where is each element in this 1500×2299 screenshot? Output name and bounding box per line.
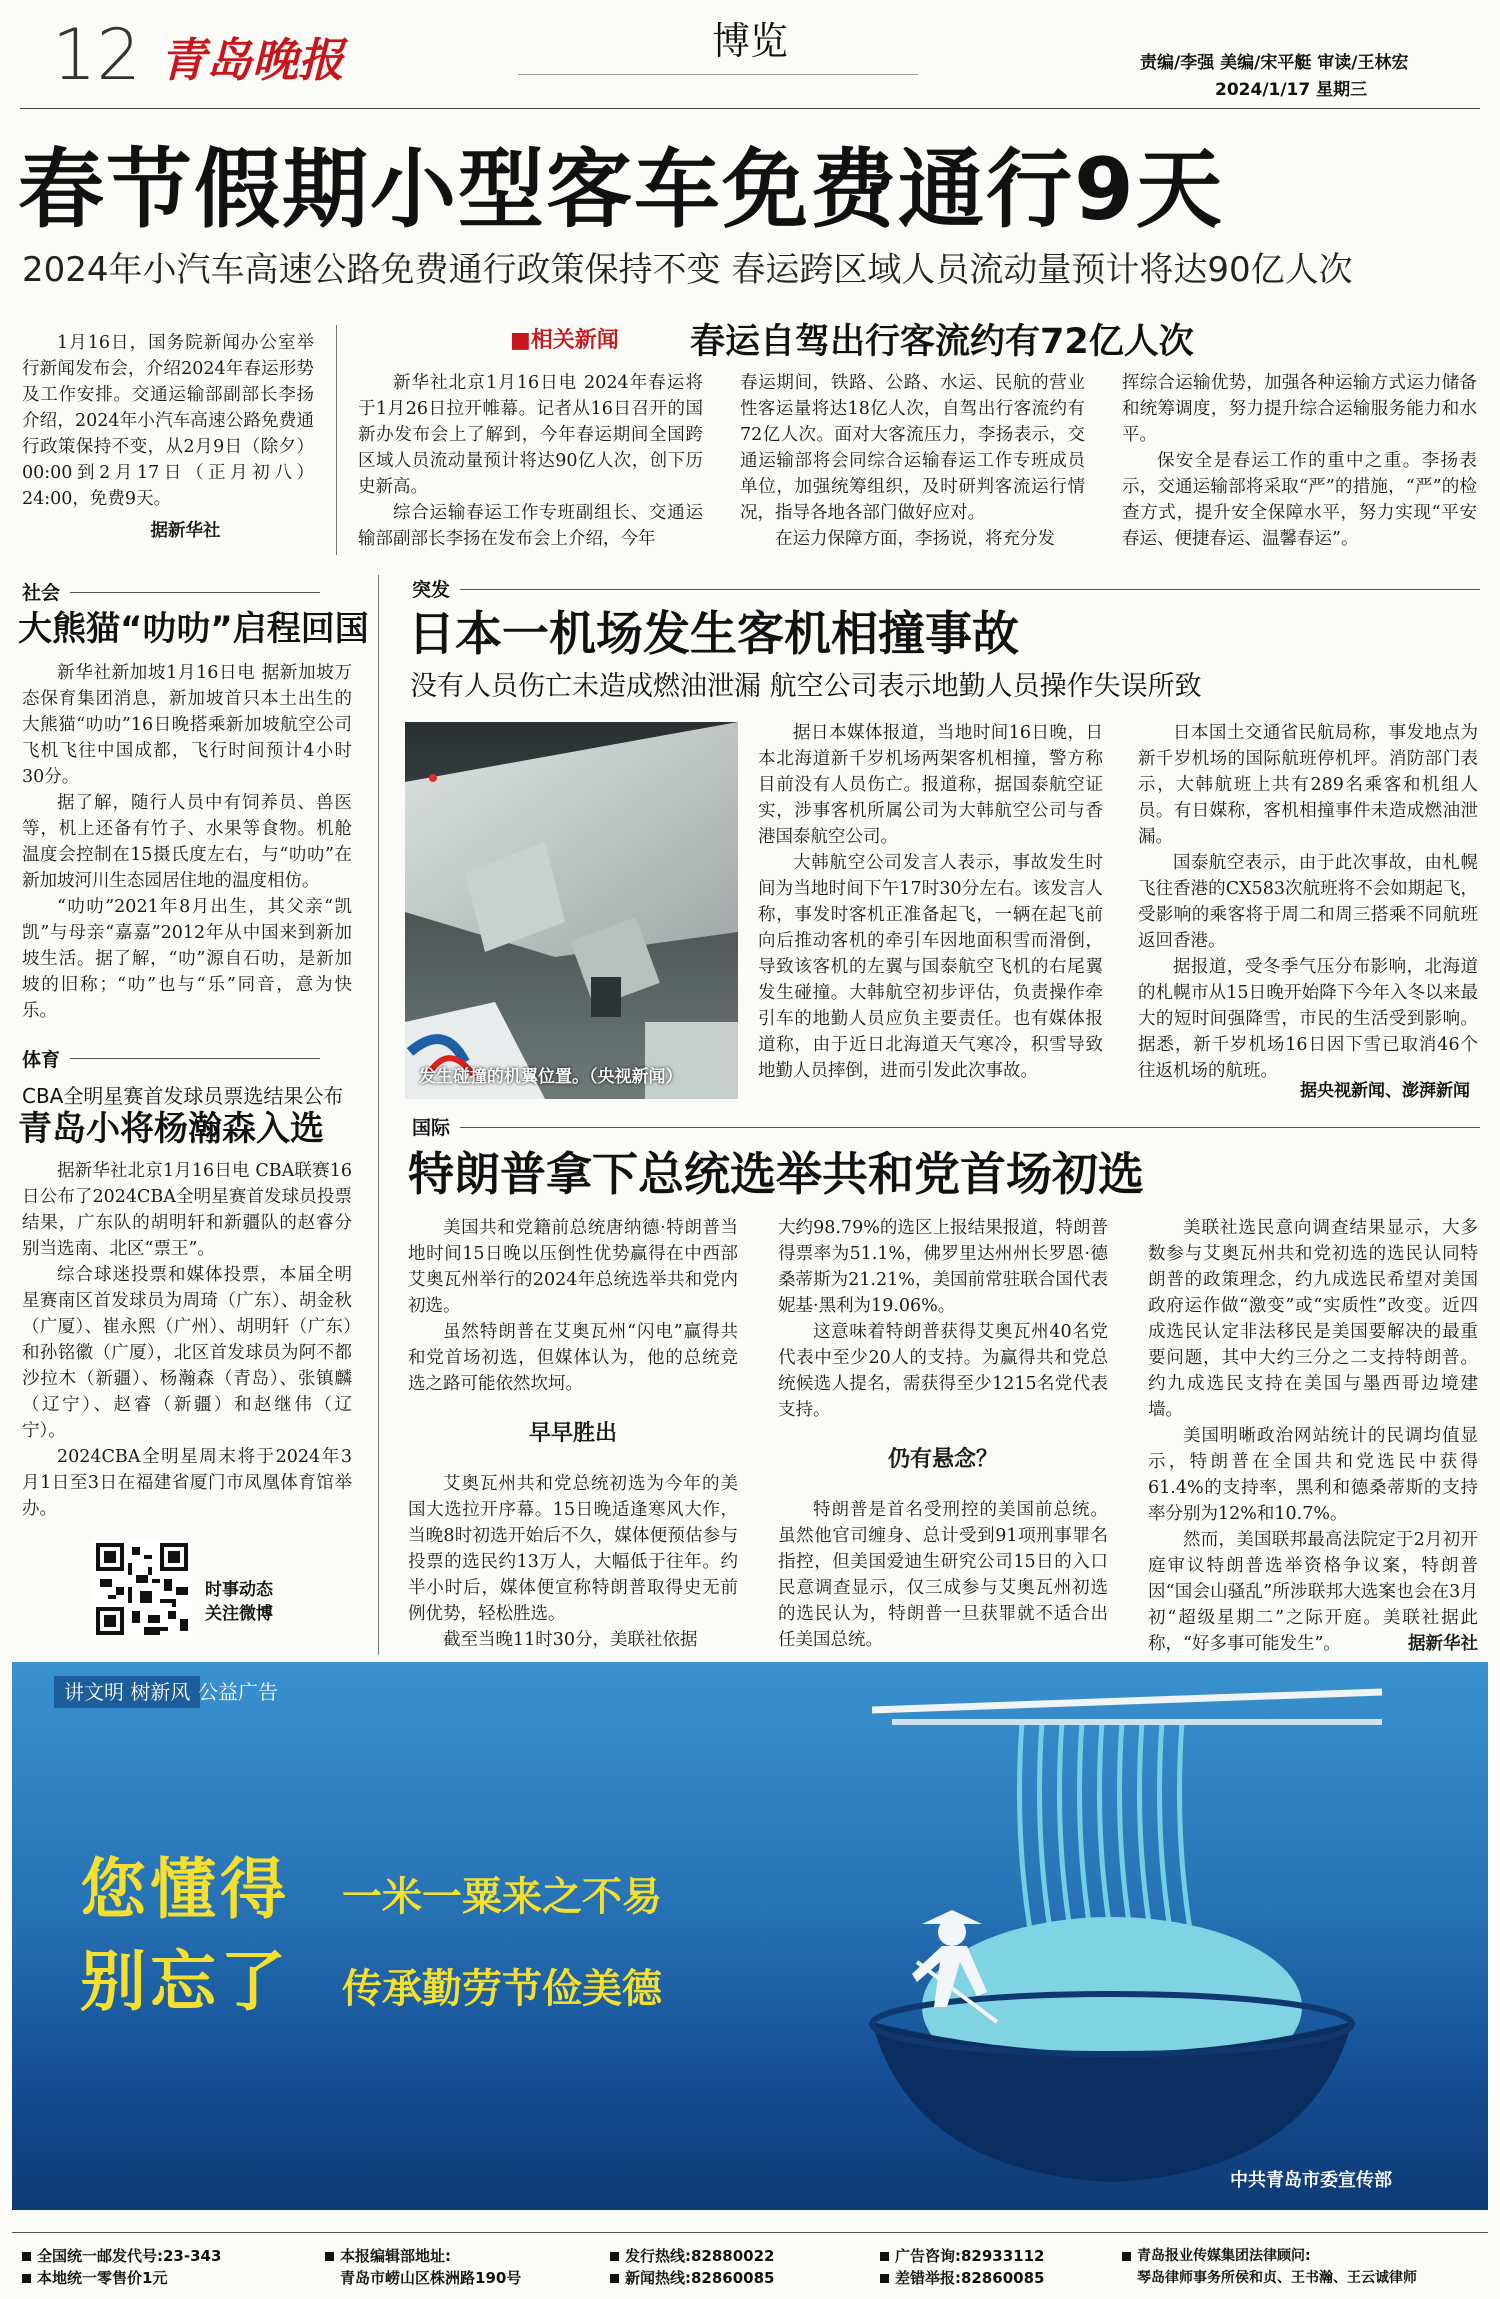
japan-source: 据央视新闻、澎湃新闻	[1300, 1081, 1470, 1101]
footer-legal: 青岛报业传媒集团法律顾问: 琴岛律师事务所侯和贞、王书瀚、王云诚律师	[1122, 2245, 1417, 2289]
intro-source: 据新华社	[150, 521, 221, 541]
panda-headline: 大熊猫“叻叻”启程回国	[18, 609, 369, 649]
lead-headline: 春节假期小型客车免费通行9天	[18, 140, 1224, 240]
trump-col1: 美国共和党籍前总统唐纳德·特朗普当地时间15日晚以压倒性优势赢得在中西部艾奥瓦州举行的2024年总统选举共和党内初选。 虽然特朗普在艾奥瓦州“闪电”赢得共和党首场初选，但媒体认为，他的总统竞选之路可能依然坎坷。 早早胜出 艾奥瓦州共和党总统初选为今年的美国大选拉开序幕。15日晚适逢寒风大作，当晚8时初选开始后不久，媒体便预估参与投票的选民约13万人，大幅低于往年。约半小时后，媒体便宣称特朗普取得史无前例优势，轻松胜选。 截至当晚11时30分，美联社依据	[408, 1218, 738, 1650]
issue-date: 2024/1/17 星期三	[1215, 80, 1368, 100]
footer-hotlines: 发行热线:82880022 新闻热线:82860085	[610, 2245, 775, 2289]
sports-tag: 体育	[22, 1049, 61, 1071]
weibo-qr-code[interactable]	[92, 1539, 192, 1639]
photo-caption: 发生碰撞的机翼位置。（央视新闻）	[419, 1067, 683, 1087]
trump-col2: 大约98.79%的选区上报结果报道，特朗普得票率为51.1%，佛罗里达州州长罗恩·德桑蒂斯为21.21%，美国前常驻联合国代表妮基·黑利为19.06%。 这意味着特朗普获得艾奥瓦州40名党代表中至少20人的支持。为赢得共和党总统候选人提名，需获得至少1215名党代表支持。 仍有悬念？ 特朗普是首名受刑控的美国前总统。虽然他官司缠身、总计受到91项刑事罪名指控，但美国爱迪生研究公司15日的入口民意调查显示，仅三成参与艾奥瓦州初选的选民认为，特朗普一旦获罪就不适合出任美国总统。	[778, 1218, 1108, 1650]
social-tag: 社会	[22, 582, 61, 604]
page-number: 12	[52, 14, 142, 96]
lead-col3: 挥综合运输优势，加强各种运输方式运力储备和统筹调度，努力提升综合运输服务能力和水平。 保安全是春运工作的重中之重。李扬表示，交通运输部将采取“严”的措施，“严”的检查方式，提升安全保障水平，努力实现“平安春运、便捷春运、温馨春运”。	[1122, 373, 1477, 549]
trump-headline: 特朗普拿下总统选举共和党首场初选	[408, 1147, 1144, 1201]
related-headline: 春运自驾出行客流约有72亿人次	[690, 322, 1194, 362]
japan-col1: 据日本媒体报道，当地时间16日晚，日本北海道新千岁机场两架客机相撞，警方称目前没有人员伤亡。报道称，据国泰航空证实，涉事客机所属公司为大韩航空公司与香港国泰航空公司。 大韩航空公司发言人表示，事故发生时间为当地时间下午17时30分左右。该发言人称，事发时客机正准备起飞，一辆在起飞前向后推动客机的牵引车因地面积雪而滑倒，导致该客机的左翼与国泰航空飞机的右尾翼发生碰撞。大韩航空初步评估，负责操作牵引车的地勤人员应负主要责任。也有媒体报道称，由于近日北海道天气寒冷，积雪导致地勤人员摔倒，进而引发此次事故。	[758, 723, 1103, 1081]
qr-code-icon	[92, 1539, 192, 1639]
lead-col2: 春运期间，铁路、公路、水运、民航的营业性客运量将达18亿人次，自驾出行客流约有72亿人次。面对大客流压力，李扬表示，交通运输部将会同综合运输春运工作专班成员单位，加强统筹组织，及时研判客流运行情况，指导各地各部门做好应对。 在运力保障方面，李扬说，将充分发	[740, 373, 1085, 549]
aircraft-wing-illustration	[405, 722, 738, 1099]
editors-line: 责编/李强 美编/宋平艇 审读/王林宏	[1140, 53, 1409, 73]
ad-sponsor: 中共青岛市委宣传部	[1230, 2170, 1392, 2191]
paper-logo: 青岛晚报	[160, 33, 344, 87]
trump-source: 据新华社	[1408, 1634, 1478, 1654]
trump-subhead-suspense: 仍有悬念？	[887, 1447, 998, 1472]
related-tag: ■相关新闻	[510, 328, 619, 353]
ad-line2-small: 传承勤劳节俭美德	[342, 1966, 662, 2012]
lead-subheadline: 2024年小汽车高速公路免费通行政策保持不变 春运跨区域人员流动量预计将达90亿人次	[22, 250, 1353, 290]
ad-tag-sub: 公益广告	[198, 1680, 278, 1704]
cba-body: 据新华社北京1月16日电 CBA联赛16日公布了2024CBA全明星赛首发球员投票结果，广东队的胡明轩和新疆队的赵睿分别当选南、北区“票王”。 综合球迷投票和媒体投票，本届全明星赛南区首发球员为周琦（广东）、胡金秋（广厦）、崔永熙（广州）、胡明轩（广东）和孙铭徽（广厦），北区首发球员为阿不都沙拉木（新疆）、杨瀚森（青岛）、张镇麟（辽宁）、赵睿（新疆）和赵继伟（辽宁）。 2024CBA全明星周末将于2024年3月1日至3日在福建省厦门市凤凰体育馆举办。	[22, 1161, 352, 1519]
japan-col2: 日本国土交通省民航局称，事发地点为新千岁机场的国际航班停机坪。消防部门表示，大韩航班上共有289名乘客和机组人员。有日媒称，客机相撞事件未造成燃油泄漏。 国泰航空表示，由于此次事故，由札幌飞往香港的CX583次航班将不会如期起飞，受影响的乘客将于周二和周三搭乘不同航班返回香港。 据报道，受冬季气压分布影响，北海道的札幌市从15日晚开始降下今年入冬以来最大的短时间强降雪，市民的生活受到影响。据悉，新千岁机场16日因下雪已取消46个往返机场的航班。	[1138, 723, 1478, 1081]
ad-line1-big: 您懂得	[80, 1851, 290, 1928]
lead-intro: 1月16日，国务院新闻办公室举行新闻发布会，介绍2024年春运形势及工作安排。交通运输部副部长李扬介绍，2024年小汽车高速公路免费通行政策保持不变，从2月9日（除夕）00:00到2月17日（正月初八）24:00，免费9天。 据新华社	[22, 330, 314, 544]
noodle-bowl-illustration	[12, 1662, 1488, 2210]
lead-col1: 新华社北京1月16日电 2024年春运将于1月26日拉开帷幕。记者从16日召开的国新办发布会上了解到，今年春运期间全国跨区域人员流动量预计将达90亿人次，创下历史新高。 综合运输春运工作专班副组长、交通运输部副部长李扬在发布会上介绍，今年	[358, 373, 703, 549]
international-tag: 国际	[412, 1117, 451, 1139]
footer-postal: 全国统一邮发代号:23-343 本地统一零售价1元	[22, 2245, 221, 2289]
ad-line1-small: 一米一粟来之不易	[342, 1874, 662, 1920]
ad-tag-main: 讲文明 树新风	[54, 1676, 200, 1708]
breaking-tag: 突发	[412, 579, 451, 601]
cba-headline: 青岛小将杨瀚森入选	[18, 1109, 324, 1149]
panda-body: 新华社新加坡1月16日电 据新加坡万态保育集团消息，新加坡首只本土出生的大熊猫“叻叻”16日晚搭乘新加坡航空公司飞机飞往中国成都，飞行时间预计4小时30分。 据了解，随行人员中有饲养员、兽医等，机上还备有竹子、水果等食物。机舱温度会控制在15摄氏度左右，与“叻叻”在新加坡河川生态园居住地的温度相仿。 “叻叻”2021年8月出生，其父亲“凯凯”与母亲“嘉嘉”2012年从中国来到新加坡生活。据了解，“叻”源自石叻，是新加坡的旧称；“叻”也与“乐”同音，意为快乐。	[22, 663, 352, 1021]
footer-address: 本报编辑部地址: 青岛市崂山区株洲路190号	[325, 2245, 521, 2289]
collision-photo	[405, 722, 738, 1099]
cba-kicker: CBA全明星赛首发球员票选结果公布	[22, 1084, 344, 1108]
section-title: 博览	[711, 19, 788, 63]
japan-headline: 日本一机场发生客机相撞事故	[408, 607, 1019, 662]
qr-caption: 时事动态 关注微博	[205, 1580, 273, 1624]
trump-subhead-early: 早早胜出	[528, 1421, 617, 1446]
public-service-ad	[12, 1662, 1488, 2210]
japan-subheadline: 没有人员伤亡未造成燃油泄漏 航空公司表示地勤人员操作失误所致	[410, 671, 1202, 702]
footer-ad-contact: 广告咨询:82933112 差错举报:82860085	[880, 2245, 1045, 2289]
ad-line2-big: 别忘了	[80, 1943, 290, 2020]
trump-col3: 美联社选民意向调查结果显示，大多数参与艾奥瓦州共和党初选的选民认同特朗普的政策理念，约九成选民希望对美国政府运作做“激变”或“实质性”改变。近四成选民认定非法移民是美国要解决的最重要问题，其中大约三分之二支持特朗普。约九成选民支持在美国与墨西哥边境建墙。 美国明晰政治网站统计的民调均值显示，特朗普在全国共和党选民中获得61.4%的支持率，黑利和德桑蒂斯的支持率分别为12%和10.7%。 然而，美国联邦最高法院定于2月初开庭审议特朗普选举资格争议案，特朗普因“国会山骚乱”所涉联邦大选案也会在3月初“超级星期二”之际开庭。美联社据此称，“好多事可能发生”。 据新华社	[1148, 1215, 1478, 1657]
